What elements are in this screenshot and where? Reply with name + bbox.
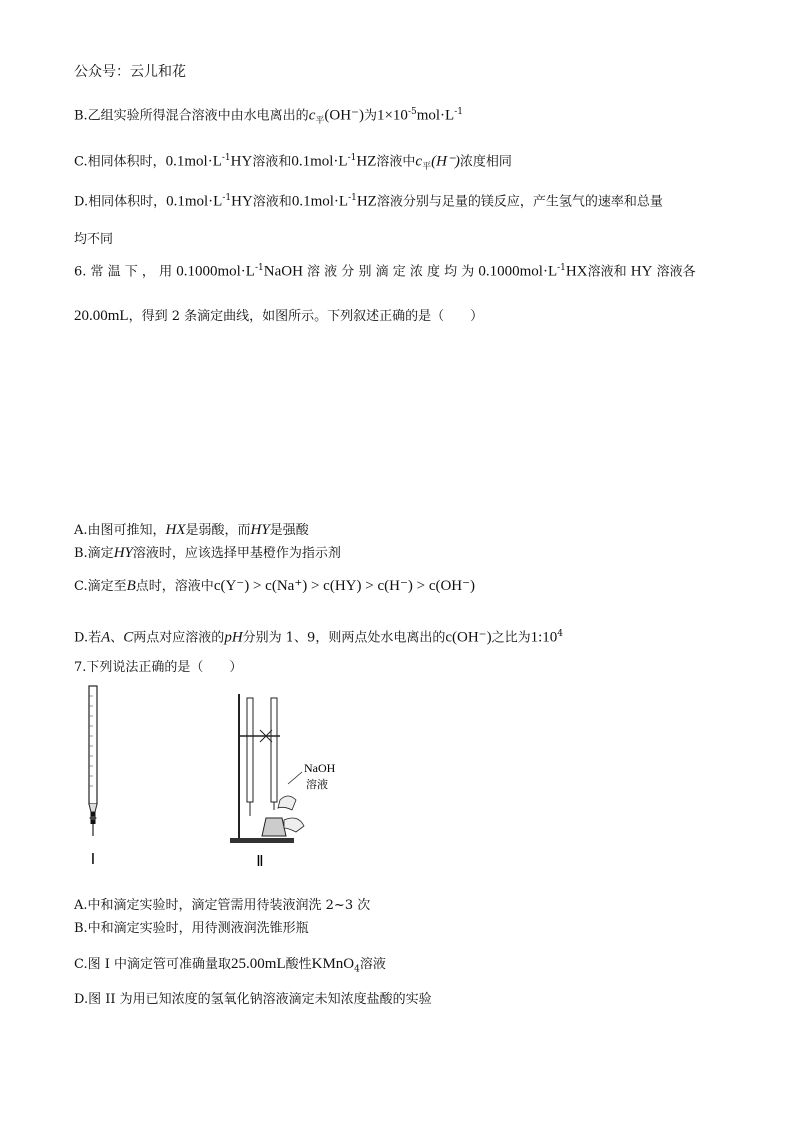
q6-a-post: 是强酸 [269, 523, 309, 538]
q6-d-c: C [123, 629, 134, 646]
q5-option-b [74, 102, 463, 131]
q5-d-post: 溶液分别与足量的镁反应，产生氢气的速率和总量 [376, 194, 663, 210]
q5-d-s1: HY [231, 193, 253, 210]
q6-option-c [74, 576, 475, 597]
label-leader-line [288, 772, 302, 784]
q6-a-mid: 是弱酸，而 [185, 523, 251, 538]
q6-l1-s2: HX [565, 263, 588, 280]
q6-stem-line1 [74, 258, 696, 282]
figure-2-label: Ⅱ [256, 854, 264, 870]
q6-c-expr: c(Y⁻) > c(Na⁺) > c(HY) > c(H⁻) > c(OH⁻) [213, 578, 476, 594]
q6-l1-e2: -1 [557, 263, 566, 273]
q7-c-mid: 酸性 [285, 957, 312, 972]
naoh-label: NaOH [304, 761, 336, 775]
q6-a-hy: HY [250, 522, 270, 538]
q6-l2-post: ，得到 2 条滴定曲线，如图所示。下列叙述正确的是（ ） [128, 309, 484, 324]
q5-b-unit: mol·L [416, 107, 455, 124]
q6-d-ph: pH [224, 629, 243, 646]
q6-l1-s3: HY [630, 263, 653, 280]
page-header: 公众号：云儿和花 [74, 64, 186, 80]
q6-l1-c2: 0.1000mol·L [478, 263, 558, 280]
q5-b-c-sub: 平 [315, 115, 325, 126]
q5-c-a2: 0.1mol·L [291, 153, 348, 170]
q5-c-c: c [415, 153, 423, 170]
q5-b-unit-exp: -1 [454, 107, 463, 117]
q5-d-t1: 溶液和 [252, 194, 292, 210]
q5-c-e1: -1 [221, 153, 231, 163]
glass-bead [90, 816, 97, 820]
q5-option-c [74, 148, 512, 177]
q6-d-pre: D.若 [74, 630, 102, 646]
q7-option-a: A.中和滴定实验时，滴定管需用待装液润洗 2~3 次 [74, 898, 371, 913]
q5-option-d-cont: 均不同 [74, 232, 114, 247]
q6-d-mid: 两点对应溶液的 [133, 630, 225, 646]
burette-right [271, 698, 277, 802]
q6-l1-c1: 0.1000mol·L [176, 263, 255, 280]
q5-b-mid: 为 [363, 108, 377, 124]
q7-option-c [74, 954, 386, 980]
q6-l1-e1: -1 [254, 263, 264, 273]
q5-option-d [74, 188, 663, 212]
q6-l1-pre: 6. 常 温 下 ， 用 [74, 264, 173, 280]
q6-d-post: 之比为 [491, 630, 531, 646]
q6-d-mid2: 分别为 1、9，则两点处水电离出的 [242, 630, 446, 646]
q5-b-c: c [308, 107, 316, 124]
q7-c-val: 25.00mL [231, 956, 286, 972]
figure-1-label: Ⅰ [90, 852, 96, 868]
figure-1-burette [78, 684, 118, 870]
q6-d-a: A [101, 629, 111, 646]
q5-b-exp: -5 [407, 107, 417, 117]
q6-option-a [74, 520, 309, 541]
q5-c-s2: HZ [356, 153, 377, 170]
q5-c-ion: (H⁻) [431, 153, 460, 170]
burette-left [247, 698, 253, 802]
q5-b-ion: (OH⁻) [324, 107, 364, 124]
conical-flask [262, 818, 286, 836]
q6-c-mid: 点时，溶液中 [135, 579, 214, 594]
q6-b-hy: HY [113, 545, 133, 561]
q6-l1-mid: 溶 液 分 别 滴 定 浓 度 均 为 [307, 264, 475, 280]
q7-c-post: 溶液 [359, 957, 386, 972]
q5-c-e2: -1 [347, 153, 357, 163]
q7-c-chem-sub: 4 [354, 964, 360, 975]
q6-l1-t2: 溶液和 [587, 264, 627, 280]
stand-base [230, 838, 294, 843]
q6-d-ratio: 1:10 [530, 629, 558, 646]
q6-b-pre: B.滴定 [74, 546, 114, 561]
hand-left [278, 796, 296, 810]
q6-a-pre: A.由图可推知， [74, 523, 166, 538]
q5-d-pre: D.相同体积时， [74, 194, 167, 210]
q5-d-a2: 0.1mol·L [291, 193, 349, 210]
q5-c-a1: 0.1mol·L [165, 153, 222, 170]
q6-a-hx: HX [165, 522, 186, 538]
q7-option-b: B.中和滴定实验时，用待测液润洗锥形瓶 [74, 921, 309, 936]
q7-option-d: D.图 II 为用已知浓度的氢氧化钠溶液滴定未知浓度盐酸的实验 [74, 992, 432, 1007]
q5-c-t2: 溶液中 [376, 154, 416, 170]
hand-right [284, 818, 304, 832]
solution-label: 溶液 [306, 778, 328, 791]
q5-d-s2: HZ [356, 193, 377, 210]
q7-c-pre: C.图 I 中滴定管可准确量取 [74, 957, 232, 972]
q6-c-b: B [126, 578, 136, 594]
q6-c-pre: C.滴定至 [74, 579, 127, 594]
q6-option-d [74, 624, 563, 648]
burette-taper [89, 804, 97, 812]
q6-d-ratio-exp: 4 [557, 629, 563, 639]
q5-c-c-sub: 平 [422, 161, 432, 172]
q5-b-val: 1×10 [376, 107, 408, 124]
q7-title: 7.下列说法正确的是（ ） [74, 660, 243, 675]
q6-l1-s1: NaOH [263, 263, 303, 280]
q6-option-b [74, 543, 341, 564]
q6-l1-post: 溶液各 [656, 264, 696, 280]
q6-stem-line2 [74, 306, 483, 327]
q6-b-post: 溶液时，应该选择甲基橙作为指示剂 [132, 546, 341, 561]
q5-c-s1: HY [230, 153, 253, 170]
q5-d-e1: -1 [222, 193, 232, 203]
q5-d-a1: 0.1mol·L [166, 193, 223, 210]
q5-c-t1: 溶液和 [252, 154, 292, 170]
q6-d-sep: 、 [110, 630, 124, 646]
figure-2-titration-setup [222, 688, 342, 870]
q5-c-post: 浓度相同 [459, 154, 512, 170]
q5-c-pre: C.相同体积时， [74, 154, 166, 170]
q5-d-e2: -1 [348, 193, 357, 203]
q6-l2-val: 20.00mL [74, 308, 129, 324]
q5-b-text: B.乙组实验所得混合溶液中由水电离出的 [74, 108, 309, 124]
q6-d-ion: c(OH⁻) [445, 629, 492, 646]
q7-c-chem: KMnO [311, 956, 355, 972]
